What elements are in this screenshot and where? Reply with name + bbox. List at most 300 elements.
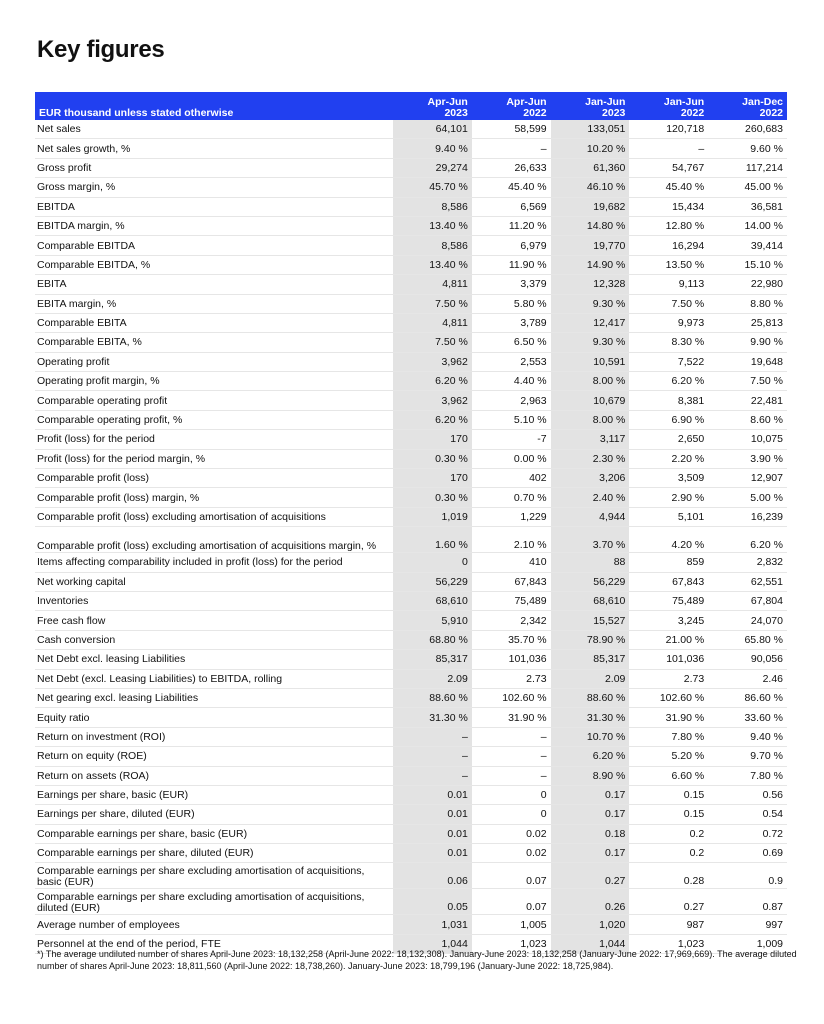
row-label: Comparable profit (loss) margin, % (35, 488, 393, 507)
table-row (35, 688, 787, 707)
row-value: 0.27 (629, 889, 708, 915)
row-label: Items affecting comparability included in profit (loss) for the period (35, 553, 393, 572)
row-label: Comparable earnings per share excluding amortisation of acquisitions, basic (EUR) (35, 863, 393, 889)
row-value: 1.60 % (393, 527, 472, 553)
table-row (35, 255, 787, 274)
row-value: 8,586 (393, 197, 472, 216)
row-value: 410 (472, 553, 551, 572)
row-value: 3,117 (551, 430, 630, 449)
row-value: 2,553 (472, 352, 551, 371)
row-value: 6.60 % (629, 766, 708, 785)
row-value: 45.00 % (708, 178, 787, 197)
row-value: 0 (393, 553, 472, 572)
row-label: Net Debt excl. leasing Liabilities (35, 650, 393, 669)
row-value: 1,229 (472, 507, 551, 526)
row-value: 9.40 % (393, 139, 472, 158)
row-label: Comparable profit (loss) excluding amortisation of acquisitions (35, 507, 393, 526)
table-row (35, 889, 787, 915)
row-value: 0.07 (472, 863, 551, 889)
row-value: 3,962 (393, 352, 472, 371)
row-value: 31.90 % (472, 708, 551, 727)
row-value: 0.00 % (472, 449, 551, 468)
row-value: 170 (393, 430, 472, 449)
row-value: 0.30 % (393, 449, 472, 468)
row-value: 56,229 (551, 572, 630, 591)
row-value: 0.2 (629, 844, 708, 863)
row-value: 133,051 (551, 120, 630, 139)
row-value: 0.69 (708, 844, 787, 863)
row-value: 1,023 (629, 934, 708, 953)
row-label: Comparable EBITDA, % (35, 255, 393, 274)
row-value: 65.80 % (708, 630, 787, 649)
table-header-row (35, 92, 787, 120)
table-row (35, 449, 787, 468)
row-value: 2.90 % (629, 488, 708, 507)
row-label: Net Debt (excl. Leasing Liabilities) to EBITDA, rolling (35, 669, 393, 688)
table-row (35, 863, 787, 889)
row-value: 11.90 % (472, 255, 551, 274)
row-label: Cash conversion (35, 630, 393, 649)
row-value: 3,245 (629, 611, 708, 630)
table-row (35, 333, 787, 352)
page-title: Key figures (37, 36, 165, 63)
row-value: 10.20 % (551, 139, 630, 158)
row-value: 4,811 (393, 275, 472, 294)
row-value: 67,843 (629, 572, 708, 591)
row-value: 6.20 % (708, 527, 787, 553)
table-row (35, 611, 787, 630)
row-value: 1,031 (393, 915, 472, 934)
row-label: Earnings per share, basic (EUR) (35, 785, 393, 804)
row-value: 2.30 % (551, 449, 630, 468)
row-value: 0.15 (629, 805, 708, 824)
row-value: 16,294 (629, 236, 708, 255)
row-value: 15,527 (551, 611, 630, 630)
table-row (35, 785, 787, 804)
header-unit-label: EUR thousand unless stated otherwise (35, 92, 393, 120)
row-label: Gross margin, % (35, 178, 393, 197)
row-label: Free cash flow (35, 611, 393, 630)
table-row (35, 294, 787, 313)
row-value: 0.87 (708, 889, 787, 915)
row-value: 0.15 (629, 785, 708, 804)
row-label: Comparable earnings per share excluding amortisation of acquisitions, diluted (EUR) (35, 889, 393, 915)
row-label: Net gearing excl. leasing Liabilities (35, 688, 393, 707)
row-label: Comparable EBITA, % (35, 333, 393, 352)
row-value: 22,481 (708, 391, 787, 410)
row-label: EBITA (35, 275, 393, 294)
row-label: Comparable profit (loss) excluding amortisation of acquisitions margin, % (35, 527, 393, 553)
row-value: 25,813 (708, 313, 787, 332)
row-value: 9.70 % (708, 747, 787, 766)
footnote: *) The average undiluted number of shares April-June 2023: 18,132,258 (April-June 2022: 18,132,308). January-June 2023: 18,132,258 (January-June 2022: 17,969,669). The average diluted number of shares April-June 2023: 18,811,560 (April-June 2022: 18,738,260). January-June 2023: 18,799,196 (January-June 2022: 18,725,984). (37, 949, 797, 971)
row-value: 46.10 % (551, 178, 630, 197)
row-value: 0.70 % (472, 488, 551, 507)
row-value: 0.2 (629, 824, 708, 843)
row-value: 68,610 (393, 591, 472, 610)
row-value: – (472, 139, 551, 158)
row-label: Inventories (35, 591, 393, 610)
row-value: 8.30 % (629, 333, 708, 352)
row-value: 7.50 % (708, 372, 787, 391)
row-value: 24,070 (708, 611, 787, 630)
row-value: 10.70 % (551, 727, 630, 746)
row-value: 7.50 % (629, 294, 708, 313)
table-row (35, 915, 787, 934)
row-value: 1,044 (393, 934, 472, 953)
table-row (35, 553, 787, 572)
row-value: 102.60 % (472, 688, 551, 707)
table-row (35, 669, 787, 688)
row-value: 15.10 % (708, 255, 787, 274)
row-value: 0.17 (551, 785, 630, 804)
table-row (35, 139, 787, 158)
row-value: 39,414 (708, 236, 787, 255)
row-value: 9,973 (629, 313, 708, 332)
row-value: 21.00 % (629, 630, 708, 649)
row-label: Average number of employees (35, 915, 393, 934)
row-value: 9.30 % (551, 333, 630, 352)
row-label: Profit (loss) for the period (35, 430, 393, 449)
table-row (35, 158, 787, 177)
row-value: 8.60 % (708, 410, 787, 429)
row-value: 16,239 (708, 507, 787, 526)
row-value: 19,648 (708, 352, 787, 371)
row-label: Gross profit (35, 158, 393, 177)
row-value: 22,980 (708, 275, 787, 294)
row-value: 12,907 (708, 469, 787, 488)
table-row (35, 236, 787, 255)
row-value: 402 (472, 469, 551, 488)
table-row (35, 469, 787, 488)
row-value: 85,317 (551, 650, 630, 669)
row-value: 0 (472, 785, 551, 804)
row-value: 0.02 (472, 824, 551, 843)
row-value: 2,963 (472, 391, 551, 410)
row-value: 0.02 (472, 844, 551, 863)
table-row (35, 197, 787, 216)
row-value: 9,113 (629, 275, 708, 294)
row-value: 4.40 % (472, 372, 551, 391)
row-value: 13.50 % (629, 255, 708, 274)
row-value: 29,274 (393, 158, 472, 177)
row-label: Net sales (35, 120, 393, 139)
row-value: 11.20 % (472, 216, 551, 235)
row-value: 1,020 (551, 915, 630, 934)
row-value: 36,581 (708, 197, 787, 216)
column-header: Jan-Jun 2022 (629, 92, 708, 120)
row-value: 54,767 (629, 158, 708, 177)
row-value: 8.80 % (708, 294, 787, 313)
row-value: 75,489 (629, 591, 708, 610)
row-value: 997 (708, 915, 787, 934)
row-value: 4,944 (551, 507, 630, 526)
row-value: 10,591 (551, 352, 630, 371)
table-row (35, 313, 787, 332)
row-value: 68.80 % (393, 630, 472, 649)
row-value: – (393, 747, 472, 766)
row-value: 78.90 % (551, 630, 630, 649)
row-label: Comparable EBITDA (35, 236, 393, 255)
row-value: 31.90 % (629, 708, 708, 727)
row-label: Comparable earnings per share, diluted (EUR) (35, 844, 393, 863)
row-value: 5.00 % (708, 488, 787, 507)
row-label: Comparable operating profit, % (35, 410, 393, 429)
row-label: Comparable earnings per share, basic (EUR) (35, 824, 393, 843)
row-value: 5,910 (393, 611, 472, 630)
row-value: 0.07 (472, 889, 551, 915)
row-value: 0.06 (393, 863, 472, 889)
row-value: 14.80 % (551, 216, 630, 235)
table-row (35, 410, 787, 429)
row-value: 6.20 % (629, 372, 708, 391)
row-value: 75,489 (472, 591, 551, 610)
row-value: 4,811 (393, 313, 472, 332)
row-value: 10,679 (551, 391, 630, 410)
table-row (35, 708, 787, 727)
table-row (35, 747, 787, 766)
row-value: 0.18 (551, 824, 630, 843)
row-value: 88 (551, 553, 630, 572)
column-header: Apr-Jun 2023 (393, 92, 472, 120)
row-value: 8.00 % (551, 372, 630, 391)
table-row (35, 630, 787, 649)
row-value: 15,434 (629, 197, 708, 216)
row-value: 8.90 % (551, 766, 630, 785)
row-value: 62,551 (708, 572, 787, 591)
table-row (35, 727, 787, 746)
row-value: 6.20 % (551, 747, 630, 766)
row-value: 6,569 (472, 197, 551, 216)
row-value: 5.80 % (472, 294, 551, 313)
table-row (35, 766, 787, 785)
row-value: 7.80 % (629, 727, 708, 746)
row-label: Comparable profit (loss) (35, 469, 393, 488)
row-value: 260,683 (708, 120, 787, 139)
row-value: 0.30 % (393, 488, 472, 507)
row-label: Personnel at the end of the period, FTE (35, 934, 393, 953)
row-label: Operating profit (35, 352, 393, 371)
row-label: Comparable operating profit (35, 391, 393, 410)
row-value: 8,381 (629, 391, 708, 410)
row-value: 120,718 (629, 120, 708, 139)
row-value: 67,843 (472, 572, 551, 591)
row-label: Return on equity (ROE) (35, 747, 393, 766)
row-value: 2.73 (472, 669, 551, 688)
row-value: 12,328 (551, 275, 630, 294)
row-value: 58,599 (472, 120, 551, 139)
row-value: 0.01 (393, 805, 472, 824)
row-value: 0.17 (551, 805, 630, 824)
row-value: 56,229 (393, 572, 472, 591)
row-label: Operating profit margin, % (35, 372, 393, 391)
row-value: 10,075 (708, 430, 787, 449)
row-value: 6.50 % (472, 333, 551, 352)
row-value: 5.20 % (629, 747, 708, 766)
row-value: 0.28 (629, 863, 708, 889)
table-row (35, 805, 787, 824)
table-row (35, 391, 787, 410)
row-value: 8.00 % (551, 410, 630, 429)
table-row (35, 527, 787, 553)
row-value: 7.50 % (393, 333, 472, 352)
table-row (35, 372, 787, 391)
row-label: Net sales growth, % (35, 139, 393, 158)
column-header: Apr-Jun 2022 (472, 92, 551, 120)
row-value: 6.20 % (393, 372, 472, 391)
row-value: 88.60 % (393, 688, 472, 707)
row-label: Return on assets (ROA) (35, 766, 393, 785)
row-value: – (393, 766, 472, 785)
row-label: Equity ratio (35, 708, 393, 727)
row-value: 3.70 % (551, 527, 630, 553)
row-value: 1,044 (551, 934, 630, 953)
row-value: 2,832 (708, 553, 787, 572)
row-label: EBITDA margin, % (35, 216, 393, 235)
row-label: Earnings per share, diluted (EUR) (35, 805, 393, 824)
row-value: 2.40 % (551, 488, 630, 507)
row-label: EBITA margin, % (35, 294, 393, 313)
row-value: 67,804 (708, 591, 787, 610)
row-value: – (629, 139, 708, 158)
row-value: 12.80 % (629, 216, 708, 235)
table-row (35, 216, 787, 235)
row-label: Profit (loss) for the period margin, % (35, 449, 393, 468)
row-value: – (472, 747, 551, 766)
row-value: 0.05 (393, 889, 472, 915)
row-value: 101,036 (629, 650, 708, 669)
table-row (35, 650, 787, 669)
row-value: 859 (629, 553, 708, 572)
row-value: 14.90 % (551, 255, 630, 274)
row-value: 7.50 % (393, 294, 472, 313)
row-value: 6.20 % (393, 410, 472, 429)
row-label: Comparable EBITA (35, 313, 393, 332)
row-value: 19,682 (551, 197, 630, 216)
row-value: 13.40 % (393, 216, 472, 235)
row-value: 19,770 (551, 236, 630, 255)
row-value: 86.60 % (708, 688, 787, 707)
table-row (35, 275, 787, 294)
row-value: 31.30 % (393, 708, 472, 727)
table-row (35, 824, 787, 843)
row-value: – (393, 727, 472, 746)
row-value: 2.73 (629, 669, 708, 688)
row-value: 88.60 % (551, 688, 630, 707)
table-row (35, 120, 787, 139)
row-value: 0.01 (393, 785, 472, 804)
row-value: 12,417 (551, 313, 630, 332)
row-value: 13.40 % (393, 255, 472, 274)
row-value: -7 (472, 430, 551, 449)
row-value: 2.09 (551, 669, 630, 688)
row-value: 0.27 (551, 863, 630, 889)
table-row (35, 352, 787, 371)
row-value: 3.90 % (708, 449, 787, 468)
row-value: 0.17 (551, 844, 630, 863)
table-row (35, 430, 787, 449)
row-value: 2.09 (393, 669, 472, 688)
row-value: 102.60 % (629, 688, 708, 707)
row-value: 5,101 (629, 507, 708, 526)
row-value: 64,101 (393, 120, 472, 139)
row-value: 987 (629, 915, 708, 934)
row-value: 3,789 (472, 313, 551, 332)
row-value: 68,610 (551, 591, 630, 610)
row-value: 45.70 % (393, 178, 472, 197)
row-value: 9.60 % (708, 139, 787, 158)
table-row (35, 844, 787, 863)
row-value: 0.01 (393, 844, 472, 863)
row-value: 2.46 (708, 669, 787, 688)
row-value: 9.90 % (708, 333, 787, 352)
row-value: 2.10 % (472, 527, 551, 553)
row-value: 2,342 (472, 611, 551, 630)
key-figures-table (35, 92, 787, 954)
table-row (35, 507, 787, 526)
row-value: 33.60 % (708, 708, 787, 727)
row-value: 9.30 % (551, 294, 630, 313)
table-row (35, 488, 787, 507)
row-label: Net working capital (35, 572, 393, 591)
row-value: 117,214 (708, 158, 787, 177)
row-value: 7.80 % (708, 766, 787, 785)
row-value: 0.72 (708, 824, 787, 843)
row-value: 0.56 (708, 785, 787, 804)
row-value: 0.9 (708, 863, 787, 889)
column-header: Jan-Dec 2022 (708, 92, 787, 120)
row-value: 1,009 (708, 934, 787, 953)
row-value: 0.01 (393, 824, 472, 843)
row-value: 1,023 (472, 934, 551, 953)
row-value: – (472, 727, 551, 746)
row-value: 3,509 (629, 469, 708, 488)
row-value: 7,522 (629, 352, 708, 371)
row-value: 45.40 % (472, 178, 551, 197)
row-value: 4.20 % (629, 527, 708, 553)
row-value: 85,317 (393, 650, 472, 669)
row-value: 6,979 (472, 236, 551, 255)
row-value: 1,005 (472, 915, 551, 934)
row-value: 14.00 % (708, 216, 787, 235)
column-header: Jan-Jun 2023 (551, 92, 630, 120)
row-value: 3,206 (551, 469, 630, 488)
row-value: 9.40 % (708, 727, 787, 746)
row-value: 90,056 (708, 650, 787, 669)
row-value: 3,962 (393, 391, 472, 410)
row-value: 61,360 (551, 158, 630, 177)
table-row (35, 572, 787, 591)
row-value: – (472, 766, 551, 785)
row-label: Return on investment (ROI) (35, 727, 393, 746)
row-value: 5.10 % (472, 410, 551, 429)
row-value: 2.20 % (629, 449, 708, 468)
table-row (35, 178, 787, 197)
row-value: 0 (472, 805, 551, 824)
row-value: 170 (393, 469, 472, 488)
row-value: 1,019 (393, 507, 472, 526)
row-value: 31.30 % (551, 708, 630, 727)
row-value: 35.70 % (472, 630, 551, 649)
row-value: 26,633 (472, 158, 551, 177)
row-value: 8,586 (393, 236, 472, 255)
row-label: EBITDA (35, 197, 393, 216)
row-value: 3,379 (472, 275, 551, 294)
row-value: 0.54 (708, 805, 787, 824)
row-value: 101,036 (472, 650, 551, 669)
row-value: 45.40 % (629, 178, 708, 197)
row-value: 2,650 (629, 430, 708, 449)
